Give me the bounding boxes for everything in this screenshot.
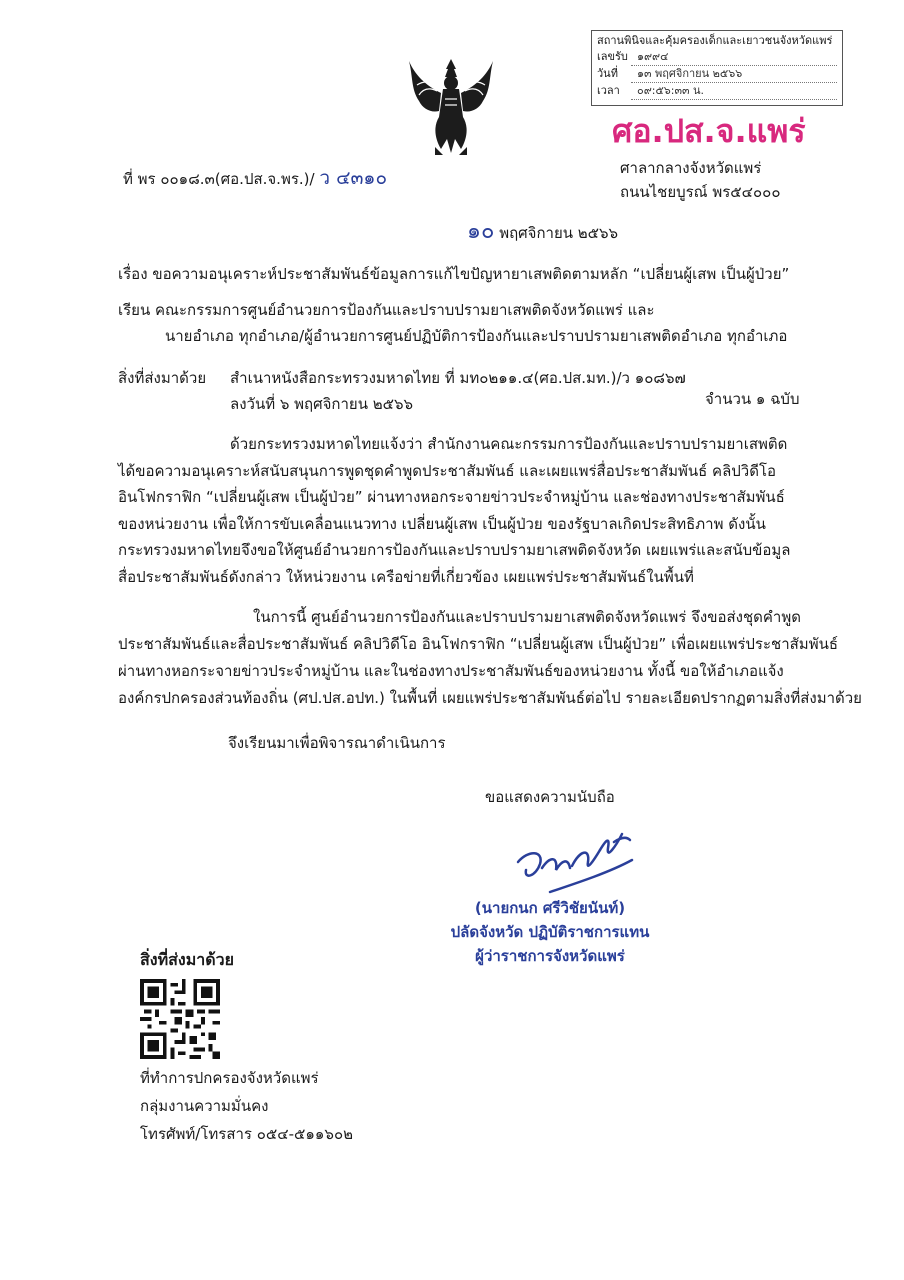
body-paragraph-2 [118,604,862,712]
doc-date [467,219,619,244]
para2-line: ผ่านทางหอกระจายข่าวประจำหมู่บ้าน และในช่องทางประชาสัมพันธ์ของหน่วยงาน ทั้งนี้ ขอให้อำเภอแจ้ง [118,662,784,680]
doc-ref-prefix: ที่ พร ๐๐๑๘.๓(ศอ.ปส.จ.พร.)/ [123,170,315,188]
footer-group: กลุ่มงานความมั่นคง [140,1097,269,1115]
footer-office: ที่ทำการปกครองจังหวัดแพร่ [140,1069,319,1087]
subject-text: ขอความอนุเคราะห์ประชาสัมพันธ์ข้อมูลการแก้ไขปัญหายาเสพติดตามหลัก “เปลี่ยนผู้เสพ เป็นผู้ป่วย” [152,265,790,283]
receipt-no-label: เลขรับ [597,50,628,63]
to-recipients-1: คณะกรรมการศูนย์อำนวยการป้องกันและปราบปรามยาเสพติดจังหวัดแพร่ และ [155,301,655,319]
signer-name: (นายกนก ศรีวิชัยนันท์) [474,899,626,917]
regards: ขอแสดงความนับถือ [485,788,615,806]
date-month-year: พฤศจิกายน ๒๕๖๖ [499,224,619,242]
para2-line: องค์กรปกครองส่วนท้องถิ่น (ศป.ปส.อปท.) ในพื้นที่ เผยแพร่ประชาสัมพันธ์ต่อไป รายละเอียดปรากฏตามสิ่งที่ส่งมาด้วย [118,689,862,707]
subject-label: เรื่อง [118,265,148,283]
to-label: เรียน [118,301,151,319]
signer-position-1: ปลัดจังหวัด ปฏิบัติราชการแทน [450,923,650,941]
receipt-no-value: ๑๙๙๔ [631,49,837,66]
receipt-office: สถานพินิจและคุ้มครองเด็กและเยาวชนจังหวัดแพร่ [597,34,833,47]
para2-line: ในการนี้ ศูนย์อำนวยการป้องกันและปราบปรามยาเสพติดจังหวัดแพร่ จึงขอส่งชุดคำพูด [253,608,801,626]
closing-line: จึงเรียนมาเพื่อพิจารณาดำเนินการ [228,734,446,752]
para1-line: อินโฟกราฟิก “เปลี่ยนผู้เสพ เป็นผู้ป่วย” ผ่านทางหอกระจายข่าวประจำหมู่บ้าน และช่องทางประชาสัมพันธ์ [118,488,785,506]
sender-address: ถนนไชยบูรณ์ พร๕๔๐๐๐ [620,183,781,201]
enclosure-count: จำนวน ๑ ฉบับ [705,390,800,408]
body-paragraph-1 [118,431,790,590]
enclosure-label: สิ่งที่ส่งมาด้วย [118,369,207,387]
receipt-stamp [591,30,843,106]
signature-icon [510,820,640,900]
para1-line: สื่อประชาสัมพันธ์ดังกล่าว ให้หน่วยงาน เครือข่ายที่เกี่ยวข้อง เผยแพร่ประชาสัมพันธ์ในพื้นที่ [118,567,694,586]
enclosure-item: สำเนาหนังสือกระทรวงมหาดไทย ที่ มท๐๒๑๑.๔(ศอ.ปส.มท.)/ว ๑๐๘๖๗ [230,369,686,387]
doc-ref-number: ว ๔๓๑๐ [319,167,388,189]
unit-stamp: ศอ.ปส.จ.แพร่ [612,112,806,150]
sender-office: ศาลากลางจังหวัดแพร่ [620,159,762,177]
signer-position-2: ผู้ว่าราชการจังหวัดแพร่ [475,947,625,965]
to-line1 [118,300,655,320]
para1-line: ด้วยกระทรวงมหาดไทยแจ้งว่า สำนักงานคณะกรรมการป้องกันและปราบปรามยาเสพติด [230,435,788,453]
para1-line: กระทรวงมหาดไทยจึงขอให้ศูนย์อำนวยการป้องกันและปราบปรามยาเสพติดจังหวัด เผยแพร่และสนับข้อมูล [118,541,791,559]
qr-code-icon[interactable] [140,979,220,1059]
to-recipients-2: นายอำเภอ ทุกอำเภอ/ผู้อำนวยการศูนย์ปฏิบัติการป้องกันและปราบปรามยาเสพติดอำเภอ ทุกอำเภอ [165,327,788,345]
receipt-time-label: เวลา [597,84,620,97]
receipt-time-value: ๐๙:๕๖:๓๓ น. [631,83,837,100]
para1-line: ของหน่วยงาน เพื่อให้การขับเคลื่อนแนวทาง เปลี่ยนผู้เสพ เป็นผู้ป่วย ของรัฐบาลเกิดประสิทธิภาพ ดังนั้น [118,514,766,533]
receipt-date-label: วันที่ [597,67,618,80]
garuda-emblem-icon [405,55,497,157]
enclosure-date: ลงวันที่ ๖ พฤศจิกายน ๒๕๖๖ [230,395,414,413]
para2-line: ประชาสัมพันธ์และสื่อประชาสัมพันธ์ คลิปวิดีโอ อินโฟกราฟิก “เปลี่ยนผู้เสพ เป็นผู้ป่วย” เพื่อเผยแพร่ประชาสัมพันธ์ [118,635,838,653]
date-day: ๑๐ [467,219,495,244]
receipt-date-value: ๑๓ พฤศจิกายน ๒๕๖๖ [631,66,837,83]
footer-attach-label: สิ่งที่ส่งมาด้วย [140,950,234,969]
doc-ref [123,168,387,189]
para1-line: ได้ขอความอนุเคราะห์สนับสนุนการพูดชุดคำพูดประชาสัมพันธ์ และเผยแพร่สื่อประชาสัมพันธ์ คลิปวิดีโอ [118,461,777,480]
subject [118,264,789,284]
footer-phone: โทรศัพท์/โทรสาร ๐๕๔-๕๑๑๖๐๒ [140,1125,353,1143]
